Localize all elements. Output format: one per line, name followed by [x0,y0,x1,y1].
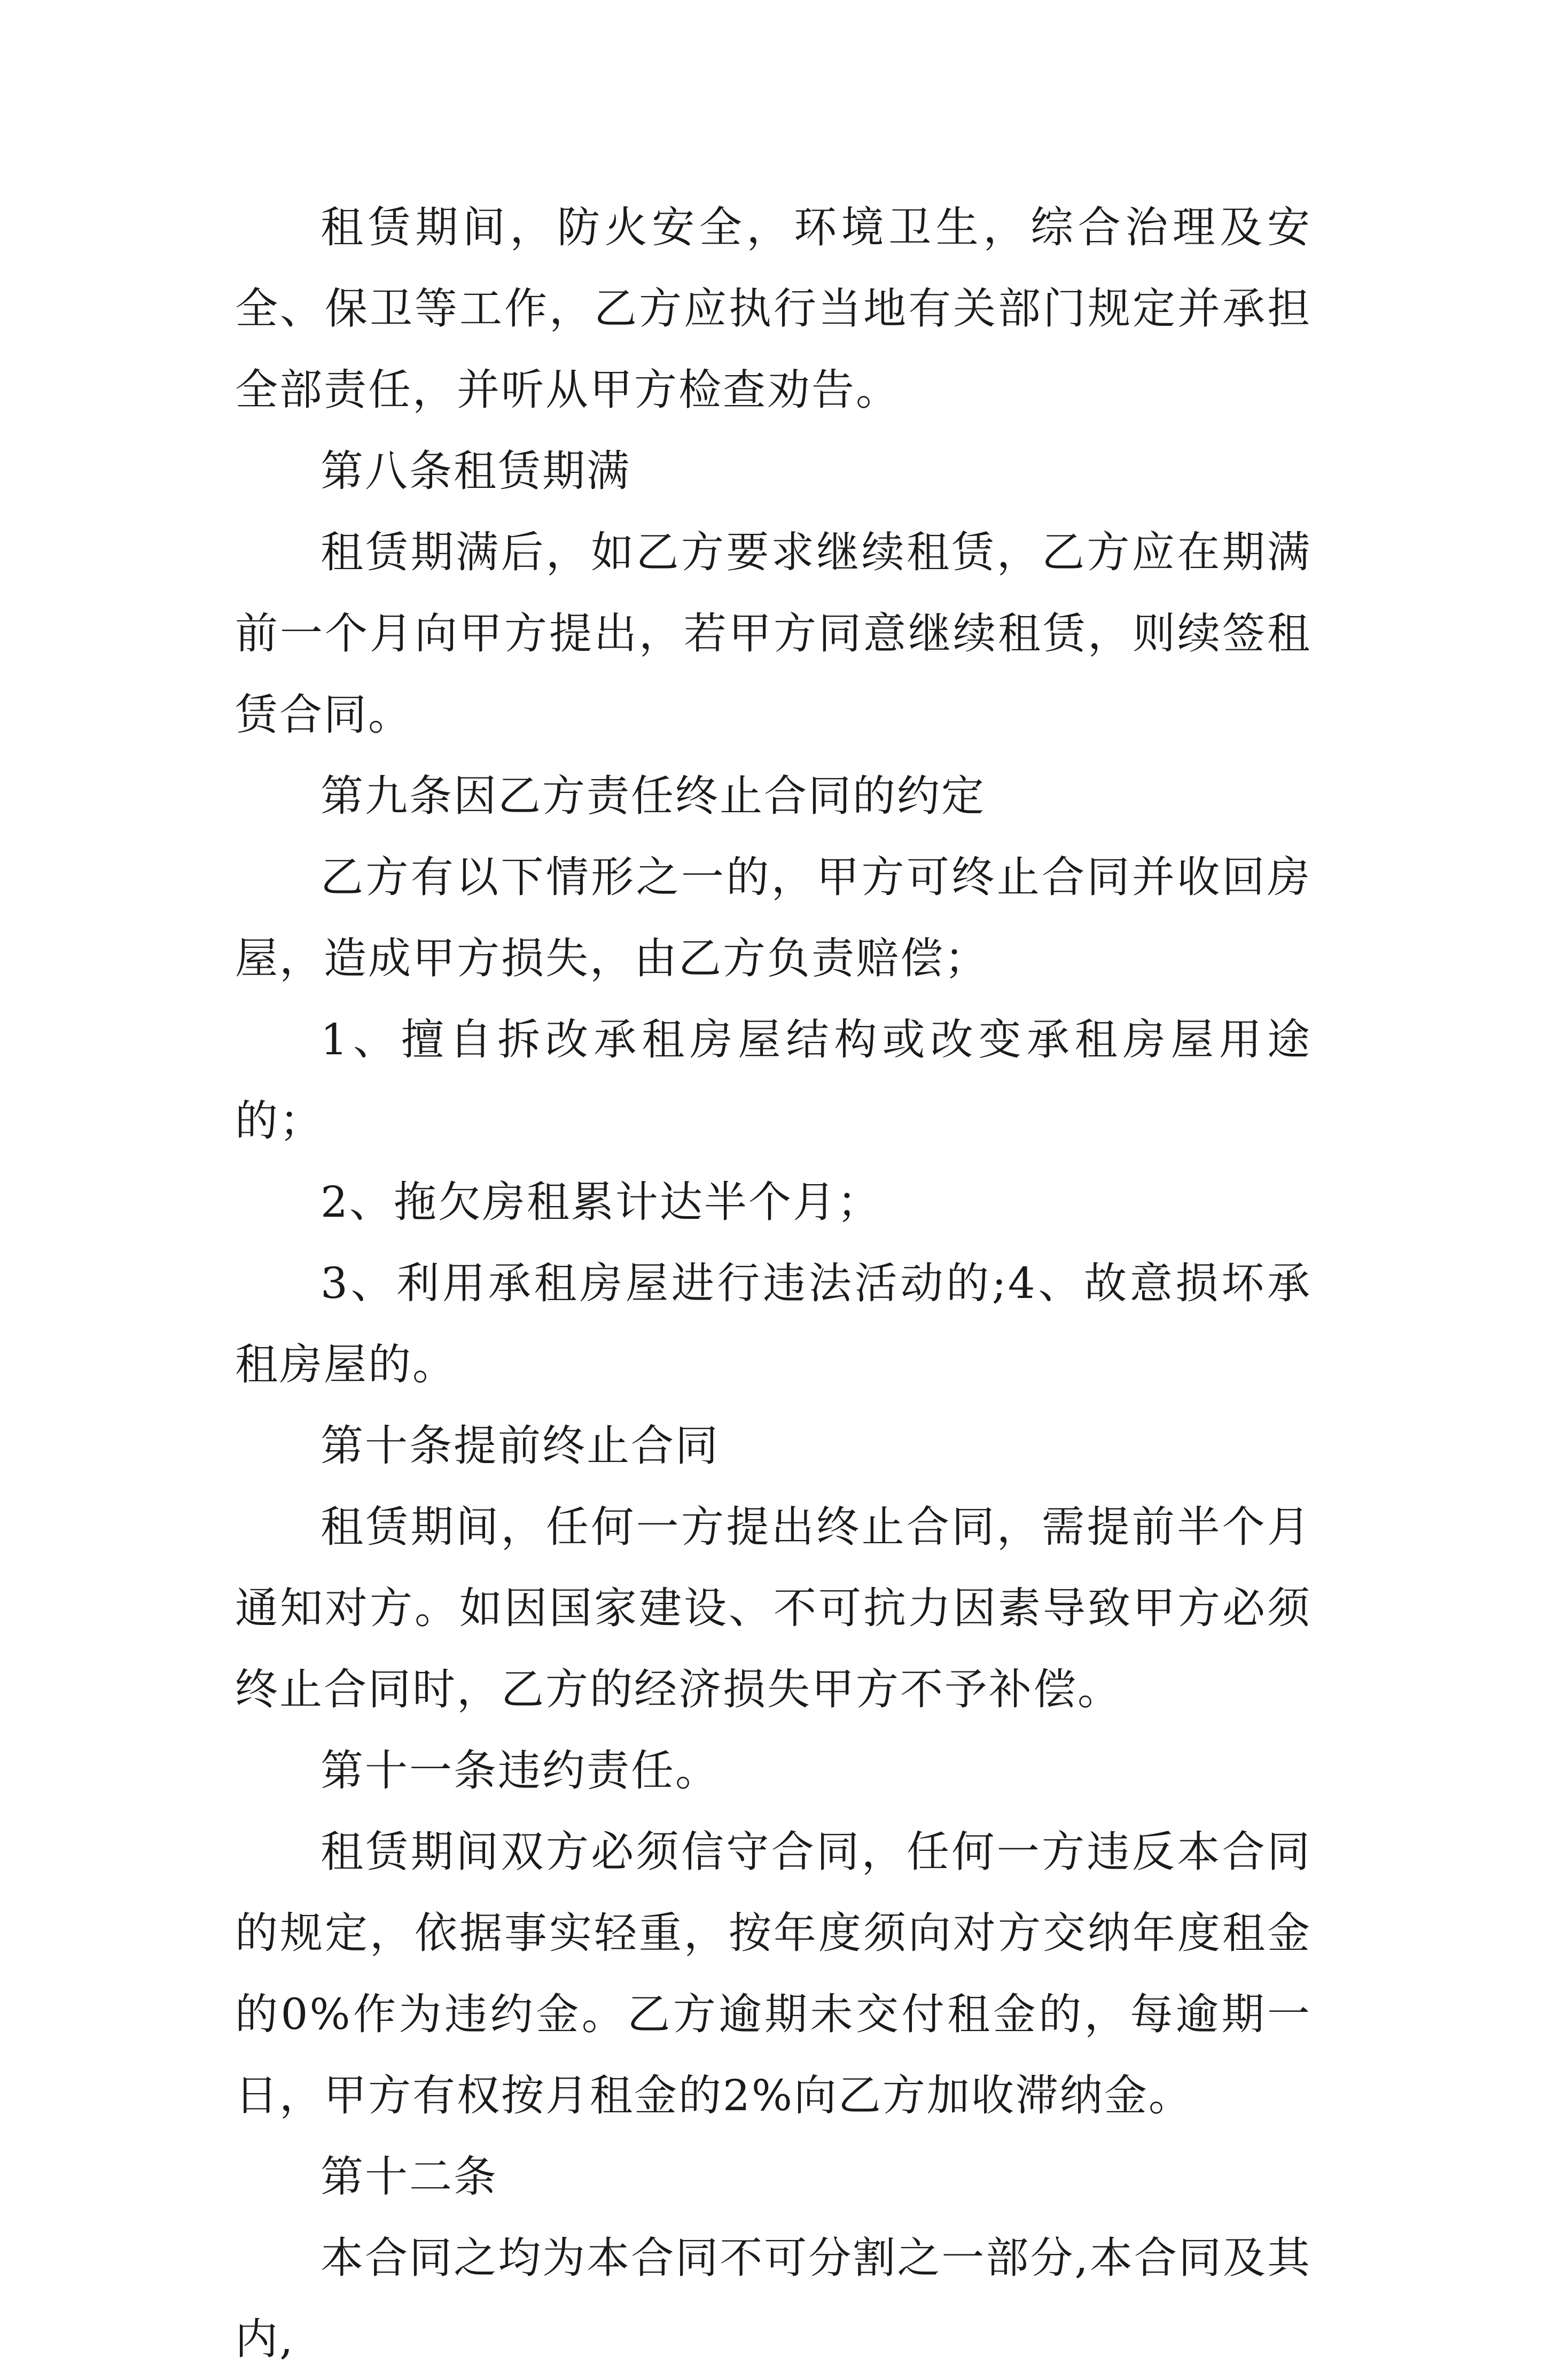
paragraph-termination-conditions: 乙方有以下情形之一的，甲方可终止合同并收回房屋，造成甲方损失，由乙方负责赔偿； [235,852,1311,983]
document-body [235,187,1311,2380]
paragraph-early-termination: 租赁期间，任何一方提出终止合同，需提前半个月通知对方。如因国家建设、不可抗力因素导致甲方必须终止合同时，乙方的经济损失甲方不予补偿。 [235,1502,1311,1714]
article-9-heading: 第九条因乙方责任终止合同的约定 [321,771,986,821]
paragraph-safety-duties: 租赁期间，防火安全，环境卫生，综合治理及安全、保卫等工作，乙方应执行当地有关部门规定并承担全部责任，并听从甲方检查劝告。 [235,203,1311,415]
article-10-heading: 第十条提前终止合同 [321,1421,720,1471]
list-item-3-4: 3、利用承租房屋进行违法活动的;4、故意损坏承租房屋的。 [235,1258,1311,1389]
paragraph-contract-integrity: 本合同之均为本合同不可分割之一部分,本合同及其内, [235,2233,1311,2364]
paragraph-lease-expiry: 租赁期满后，如乙方要求继续租赁，乙方应在期满前一个月向甲方提出，若甲方同意继续租赁，则续签租赁合同。 [235,527,1311,740]
article-11-heading: 第十一条违约责任。 [321,1746,720,1795]
list-item-1: 1、擅自拆改承租房屋结构或改变承租房屋用途的； [235,1015,1311,1146]
article-12-heading: 第十二条 [321,2152,498,2202]
list-item-2: 2、拖欠房租累计达半个月； [321,1177,881,1227]
article-8-heading: 第八条租赁期满 [321,446,631,496]
paragraph-breach-liability: 租赁期间双方必须信守合同，任何一方违反本合同的规定，依据事实轻重，按年度须向对方交纳年度租金的0%作为违约金。乙方逾期未交付租金的，每逾期一日，甲方有权按月租金的2%向乙方加收滞纳金。 [235,1827,1311,2120]
